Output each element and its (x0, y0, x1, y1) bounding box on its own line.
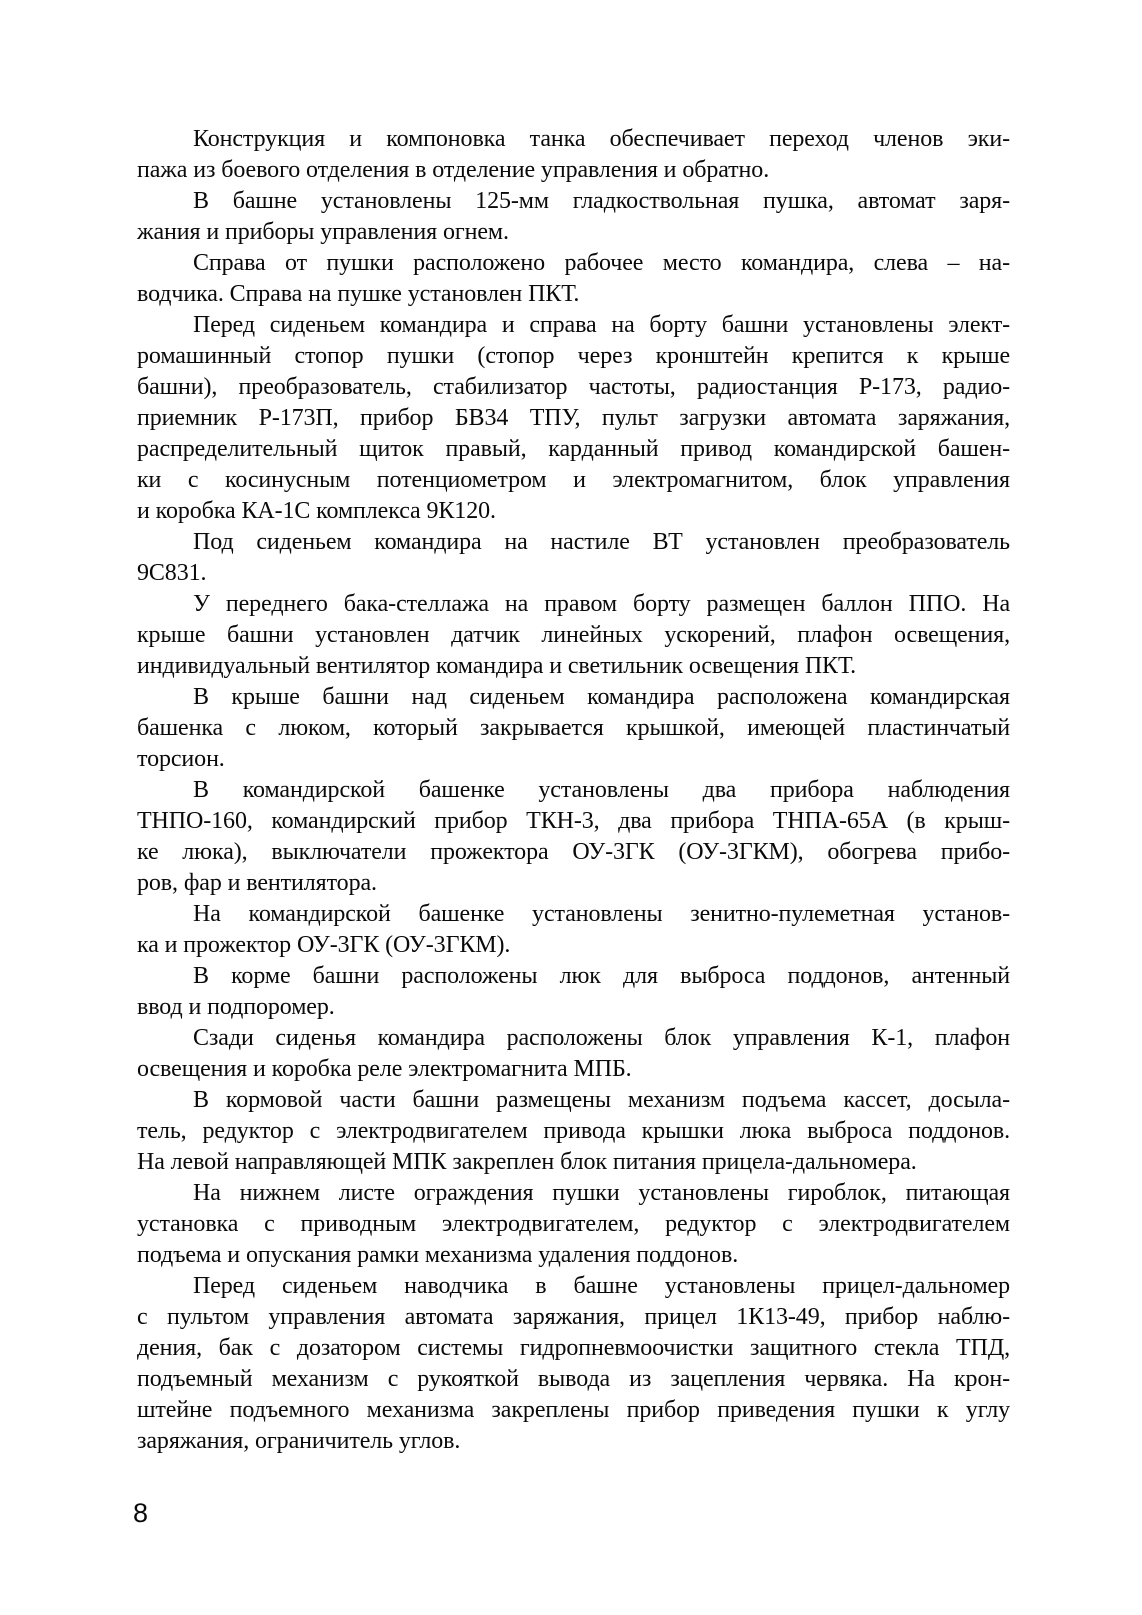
paragraph (137, 1023, 1010, 1085)
text-line: распределительный щиток правый, карданный привод командирской башен- (137, 436, 1010, 462)
text-line: водчика. Справа на пушке установлен ПКТ. (137, 281, 580, 307)
paragraph (137, 1085, 1010, 1178)
text-line: В крыше башни над сиденьем командира расположена командирская (193, 684, 1010, 710)
text-line: ввод и подпоромер. (137, 994, 335, 1020)
paragraph (137, 775, 1010, 899)
text-line: В командирской башенке установлены два прибора наблюдения (193, 777, 1010, 803)
text-line: На левой направляющей МПК закреплен блок питания прицела-дальномера. (137, 1149, 917, 1175)
text-line: торсион. (137, 746, 225, 772)
paragraph (137, 961, 1010, 1023)
text-line: Под сиденьем командира на настиле ВТ установлен преобразователь (193, 529, 1010, 555)
text-line: башенка с люком, который закрывается крышкой, имеющей пластинчатый (137, 715, 1010, 741)
text-line: тель, редуктор с электродвигателем привода крышки люка выброса поддонов. (137, 1118, 1010, 1144)
text-line: Перед сиденьем наводчика в башне установлены прицел-дальномер (193, 1273, 1010, 1299)
text-line: штейне подъемного механизма закреплены прибор приведения пушки к углу (137, 1397, 1010, 1423)
text-line: ке люка), выключатели прожектора ОУ-3ГК (ОУ-3ГКМ), обогрева прибо- (137, 839, 1010, 865)
text-line: подъема и опускания рамки механизма удаления поддонов. (137, 1242, 739, 1268)
text-line: Справа от пушки расположено рабочее место командира, слева – на- (193, 250, 1010, 276)
text-line: ки с косинусным потенциометром и электромагнитом, блок управления (137, 467, 1010, 493)
text-line: ров, фар и вентилятора. (137, 870, 377, 896)
text-line: башни), преобразователь, стабилизатор частоты, радиостанция Р-173, радио- (137, 374, 1010, 400)
text-line: Сзади сиденья командира расположены блок управления К-1, плафон (193, 1025, 1010, 1051)
paragraph (137, 248, 1010, 310)
text-line: крыше башни установлен датчик линейных ускорений, плафон освещения, (137, 622, 1010, 648)
text-line: Конструкция и компоновка танка обеспечивает переход членов эки- (193, 126, 1010, 152)
text-line: с пультом управления автомата заряжания, прицел 1К13-49, прибор наблю- (137, 1304, 1010, 1330)
paragraph (137, 186, 1010, 248)
text-line: ка и прожектор ОУ-3ГК (ОУ-3ГКМ). (137, 932, 511, 958)
paragraph (137, 899, 1010, 961)
text-line: У переднего бака-стеллажа на правом борту размещен баллон ППО. На (193, 591, 1010, 617)
paragraph (137, 1271, 1010, 1457)
text-line: освещения и коробка реле электромагнита МПБ. (137, 1056, 632, 1082)
text-line: ТНПО-160, командирский прибор ТКН-3, два прибора ТНПА-65А (в крыш- (137, 808, 1010, 834)
text-line: На нижнем листе ограждения пушки установлены гироблок, питающая (193, 1180, 1010, 1206)
text-line: Перед сиденьем командира и справа на борту башни установлены элект- (193, 312, 1010, 338)
text-line: На командирской башенке установлены зенитно-пулеметная установ- (193, 901, 1010, 927)
text-line: 9С831. (137, 560, 207, 586)
text-line: дения, бак с дозатором системы гидропневмоочистки защитного стекла ТПД, (137, 1335, 1010, 1361)
text-line: подъемный механизм с рукояткой вывода из зацепления червяка. На крон- (137, 1366, 1010, 1392)
text-line: заряжания, ограничитель углов. (137, 1428, 461, 1454)
text-line: В башне установлены 125-мм гладкоствольная пушка, автомат заря- (193, 188, 1010, 214)
text-line: В корме башни расположены люк для выброса поддонов, антенный (193, 963, 1010, 989)
text-line: ромашинный стопор пушки (стопор через кронштейн крепится к крыше (137, 343, 1010, 369)
page-number: 8 (133, 1498, 149, 1528)
text-line: В кормовой части башни размещены механизм подъема кассет, досыла- (193, 1087, 1010, 1113)
paragraph (137, 124, 1010, 186)
paragraph (137, 589, 1010, 682)
paragraph (137, 527, 1010, 589)
document-body (137, 124, 1010, 1457)
paragraph (137, 310, 1010, 527)
text-line: и коробка КА-1С комплекса 9К120. (137, 498, 496, 524)
text-line: жания и приборы управления огнем. (137, 219, 509, 245)
text-line: индивидуальный вентилятор командира и светильник освещения ПКТ. (137, 653, 857, 679)
text-line: приемник Р-173П, прибор БВ34 ТПУ, пульт загрузки автомата заряжания, (137, 405, 1010, 431)
paragraph (137, 1178, 1010, 1271)
paragraph (137, 682, 1010, 775)
text-line: пажа из боевого отделения в отделение управления и обратно. (137, 157, 770, 183)
text-line: установка с приводным электродвигателем, редуктор с электродвигателем (137, 1211, 1010, 1237)
